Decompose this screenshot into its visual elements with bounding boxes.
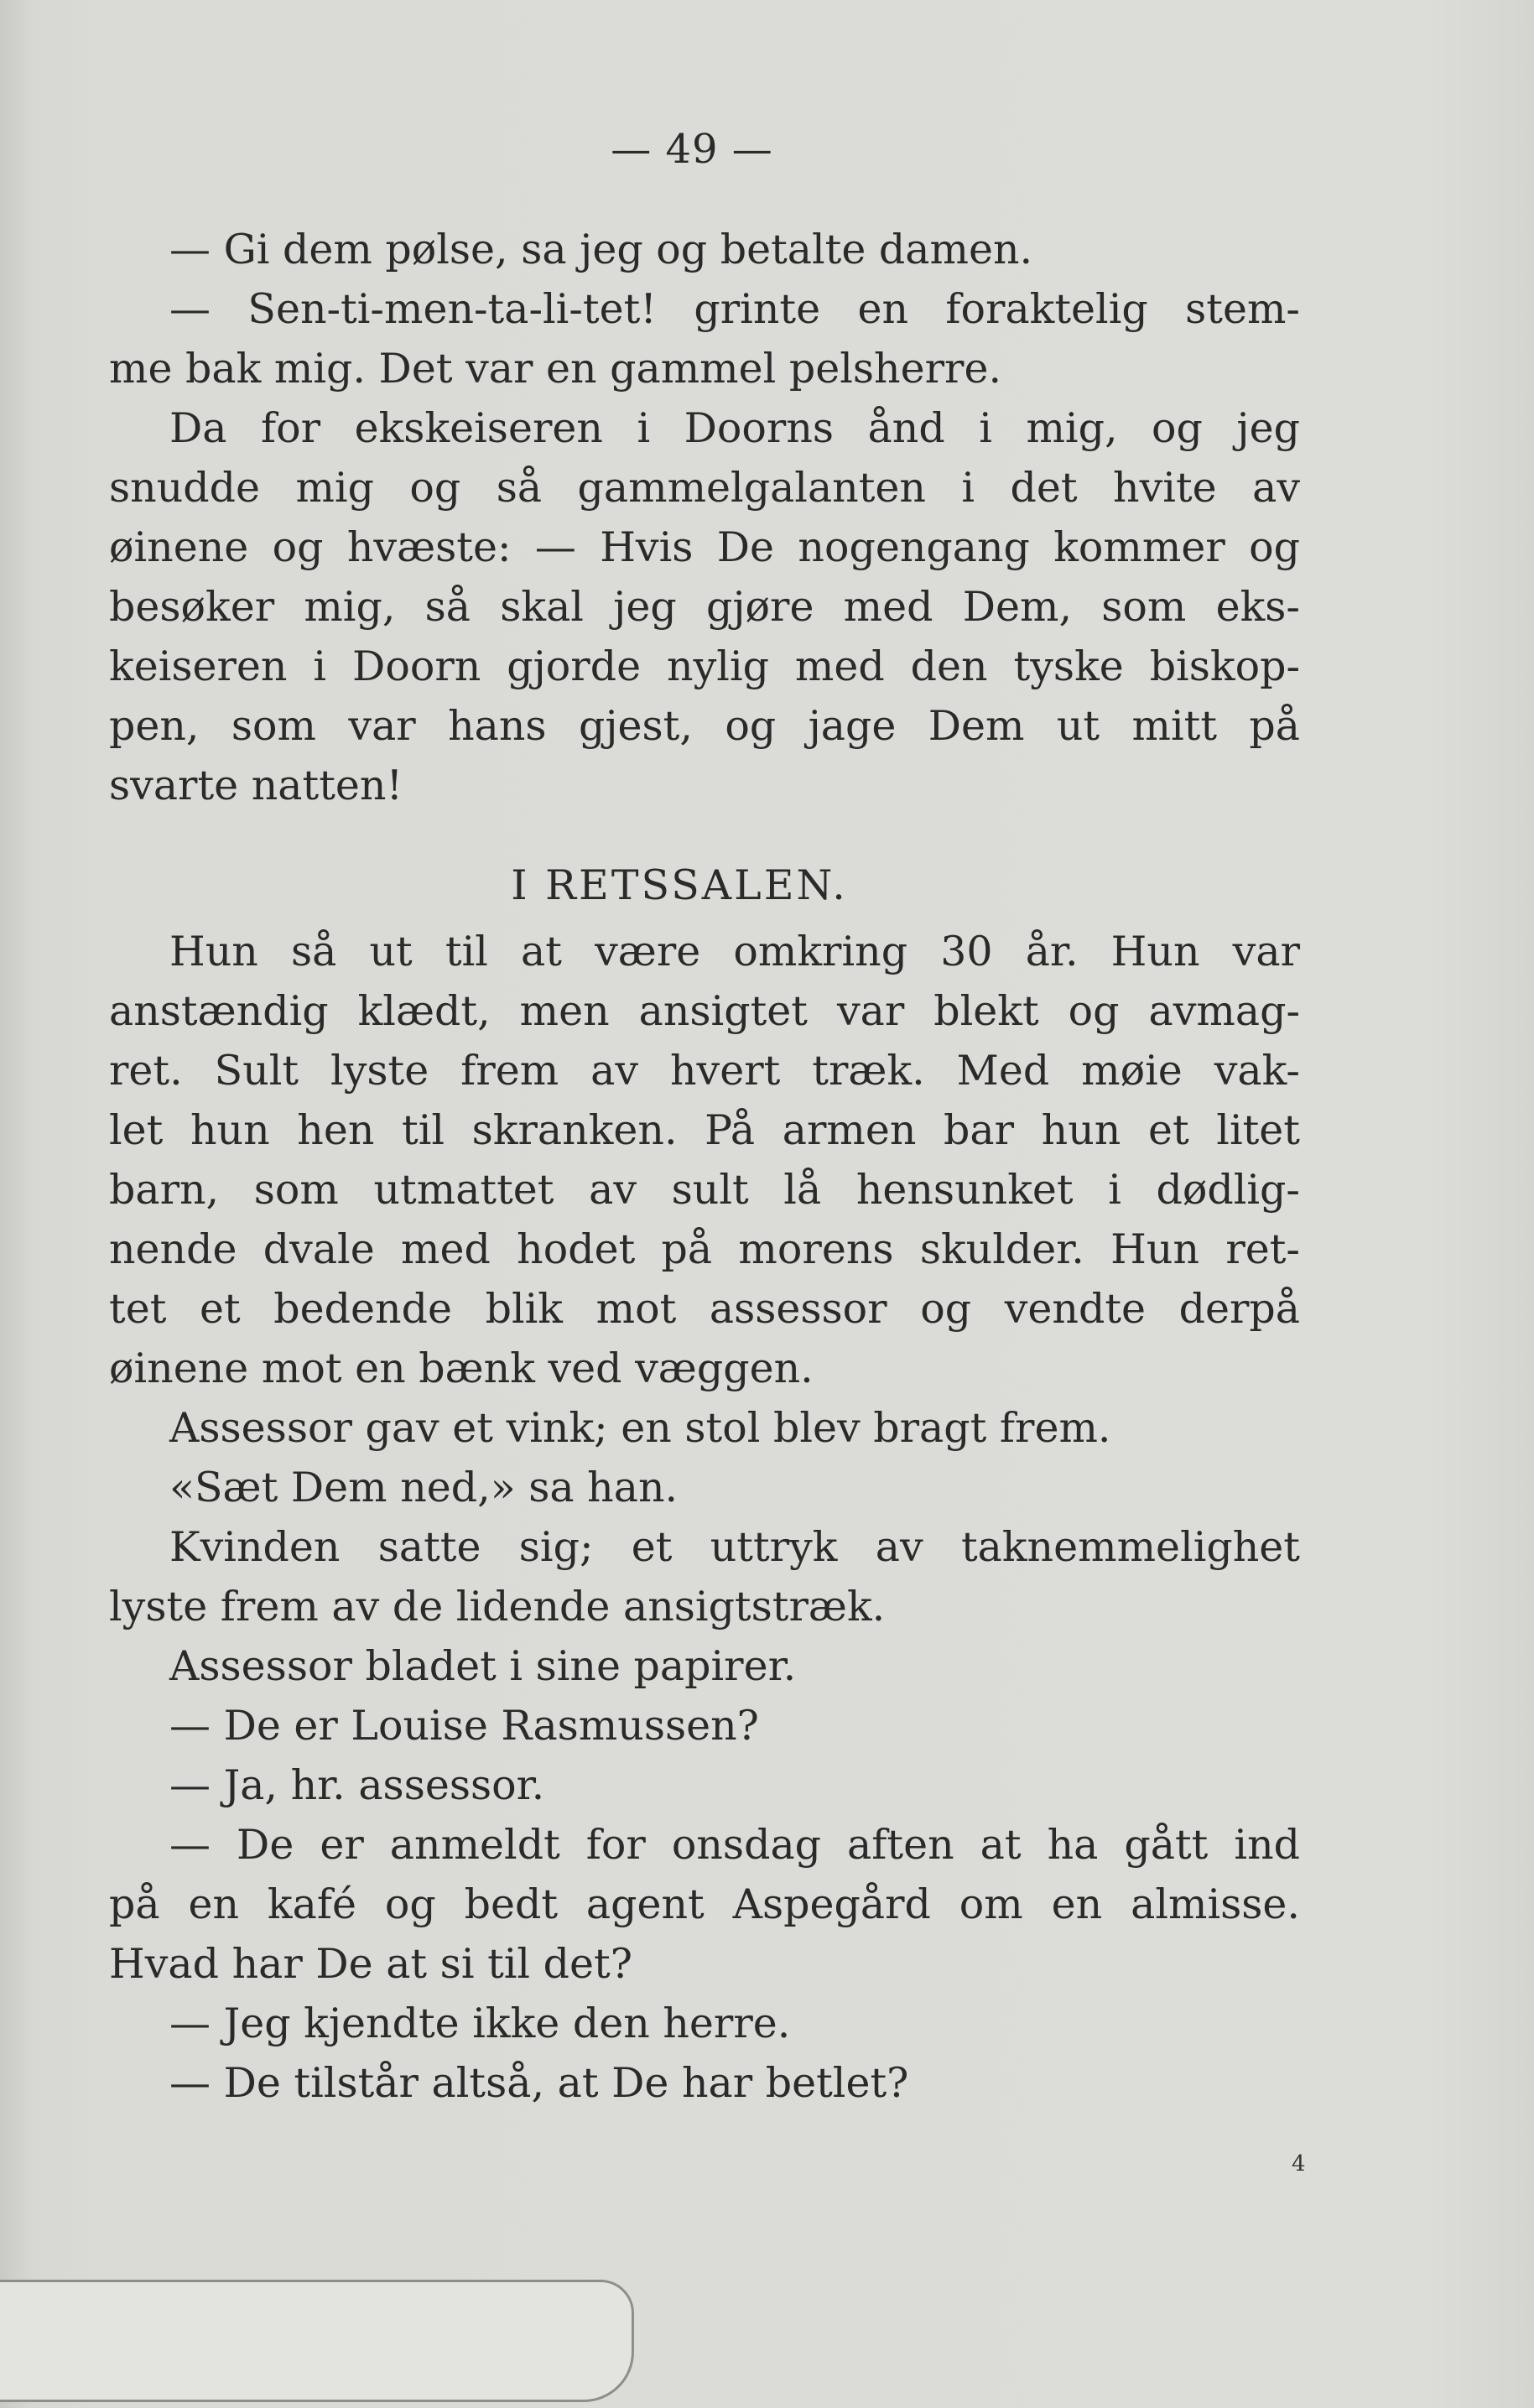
text-line: — Jeg kjendte ikke den herre. <box>169 2000 791 2047</box>
text-line: Kvinden satte sig; et uttryk av taknemmelighet <box>169 1523 1300 1571</box>
text-line: — De er anmeldt for onsdag aften at ha gått ind <box>169 1821 1300 1869</box>
text-line: anstændig klædt, men ansigtet var blekt og avmag- <box>109 987 1300 1035</box>
signature-mark: 4 <box>1292 2151 1306 2177</box>
text-line: Assessor gav et vink; en stol blev bragt frem. <box>169 1404 1111 1452</box>
text-line: — Ja, hr. assessor. <box>169 1761 545 1809</box>
text-line: — De tilstår altså, at De har betlet? <box>169 2059 909 2107</box>
text-line: øinene mot en bænk ved væggen. <box>109 1344 814 1392</box>
text-line: Hun så ut til at være omkring 30 år. Hun var <box>169 928 1300 975</box>
text-line: tet et bedende blik mot assessor og vendte derpå <box>109 1285 1300 1333</box>
text-line: lyste frem av de lidende ansigtstræk. <box>109 1583 886 1630</box>
text-line: ret. Sult lyste frem av hvert træk. Med møie vak- <box>109 1047 1300 1095</box>
text-line: besøker mig, så skal jeg gjøre med Dem, som eks- <box>109 583 1300 631</box>
text-line: Assessor bladet i sine papirer. <box>169 1642 797 1690</box>
text-line: pen, som var hans gjest, og jage Dem ut mitt på <box>109 702 1300 750</box>
page-number: — 49 — <box>611 126 773 173</box>
text-line: nende dvale med hodet på morens skulder. Hun ret- <box>109 1225 1300 1273</box>
body-text <box>109 220 1300 2113</box>
text-line: — Sen-ti-men-ta-li-tet! grinte en foraktelig stem- <box>169 285 1300 333</box>
text-line: keiseren i Doorn gjorde nylig med den tyske biskop- <box>109 642 1300 690</box>
text-line: øinene og hvæste: — Hvis De nogengang kommer og <box>109 523 1300 571</box>
text-line: Da for ekskeiseren i Doorns ånd i mig, og jeg <box>169 404 1300 452</box>
text-line: let hun hen til skranken. På armen bar hun et litet <box>109 1106 1300 1154</box>
text-line: — De er Louise Rasmussen? <box>169 1702 759 1750</box>
text-line: snudde mig og så gammelgalanten i det hvite av <box>109 464 1300 512</box>
text-line: — Gi dem pølse, sa jeg og betalte damen. <box>169 226 1033 273</box>
text-line: på en kafé og bedt agent Aspegård om en almisse. <box>109 1880 1300 1928</box>
text-line: me bak mig. Det var en gammel pelsherre. <box>109 345 1002 393</box>
section-heading: I RETSSALEN. <box>511 861 848 909</box>
text-line: «Sæt Dem ned,» sa han. <box>169 1464 679 1511</box>
text-line: svarte natten! <box>109 762 403 809</box>
text-line: Hvad har De at si til det? <box>109 1940 633 1988</box>
text-line: barn, som utmattet av sult lå hensunket i dødlig- <box>109 1166 1300 1214</box>
page-tab-edge <box>0 2280 634 2402</box>
